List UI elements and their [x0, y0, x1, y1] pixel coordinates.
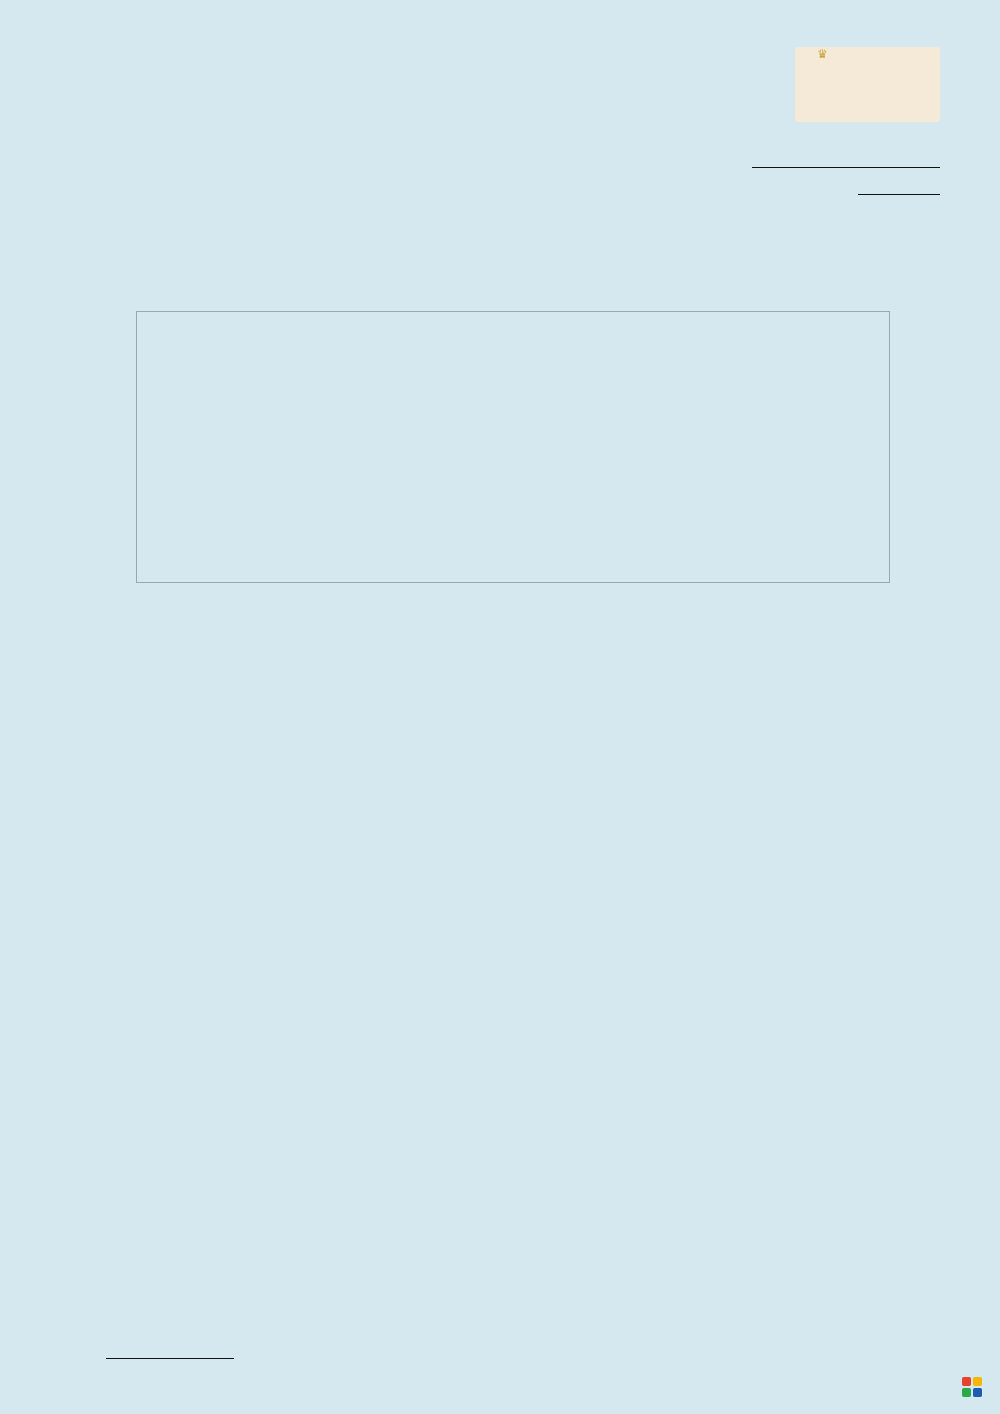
- total-field: [858, 176, 940, 203]
- name-field: [752, 149, 940, 176]
- liveworksheets-logo[interactable]: [962, 1372, 988, 1405]
- name-input[interactable]: [752, 149, 940, 168]
- answer-input[interactable]: [106, 1340, 234, 1359]
- grammar-item-1: [84, 1340, 234, 1367]
- grammar-example: [84, 1313, 106, 1340]
- notes-box: [136, 311, 890, 583]
- crown-icon: ♛: [817, 47, 828, 61]
- liveworksheets-icon: [962, 1377, 984, 1399]
- total-input[interactable]: [858, 176, 940, 195]
- logo: [795, 47, 940, 122]
